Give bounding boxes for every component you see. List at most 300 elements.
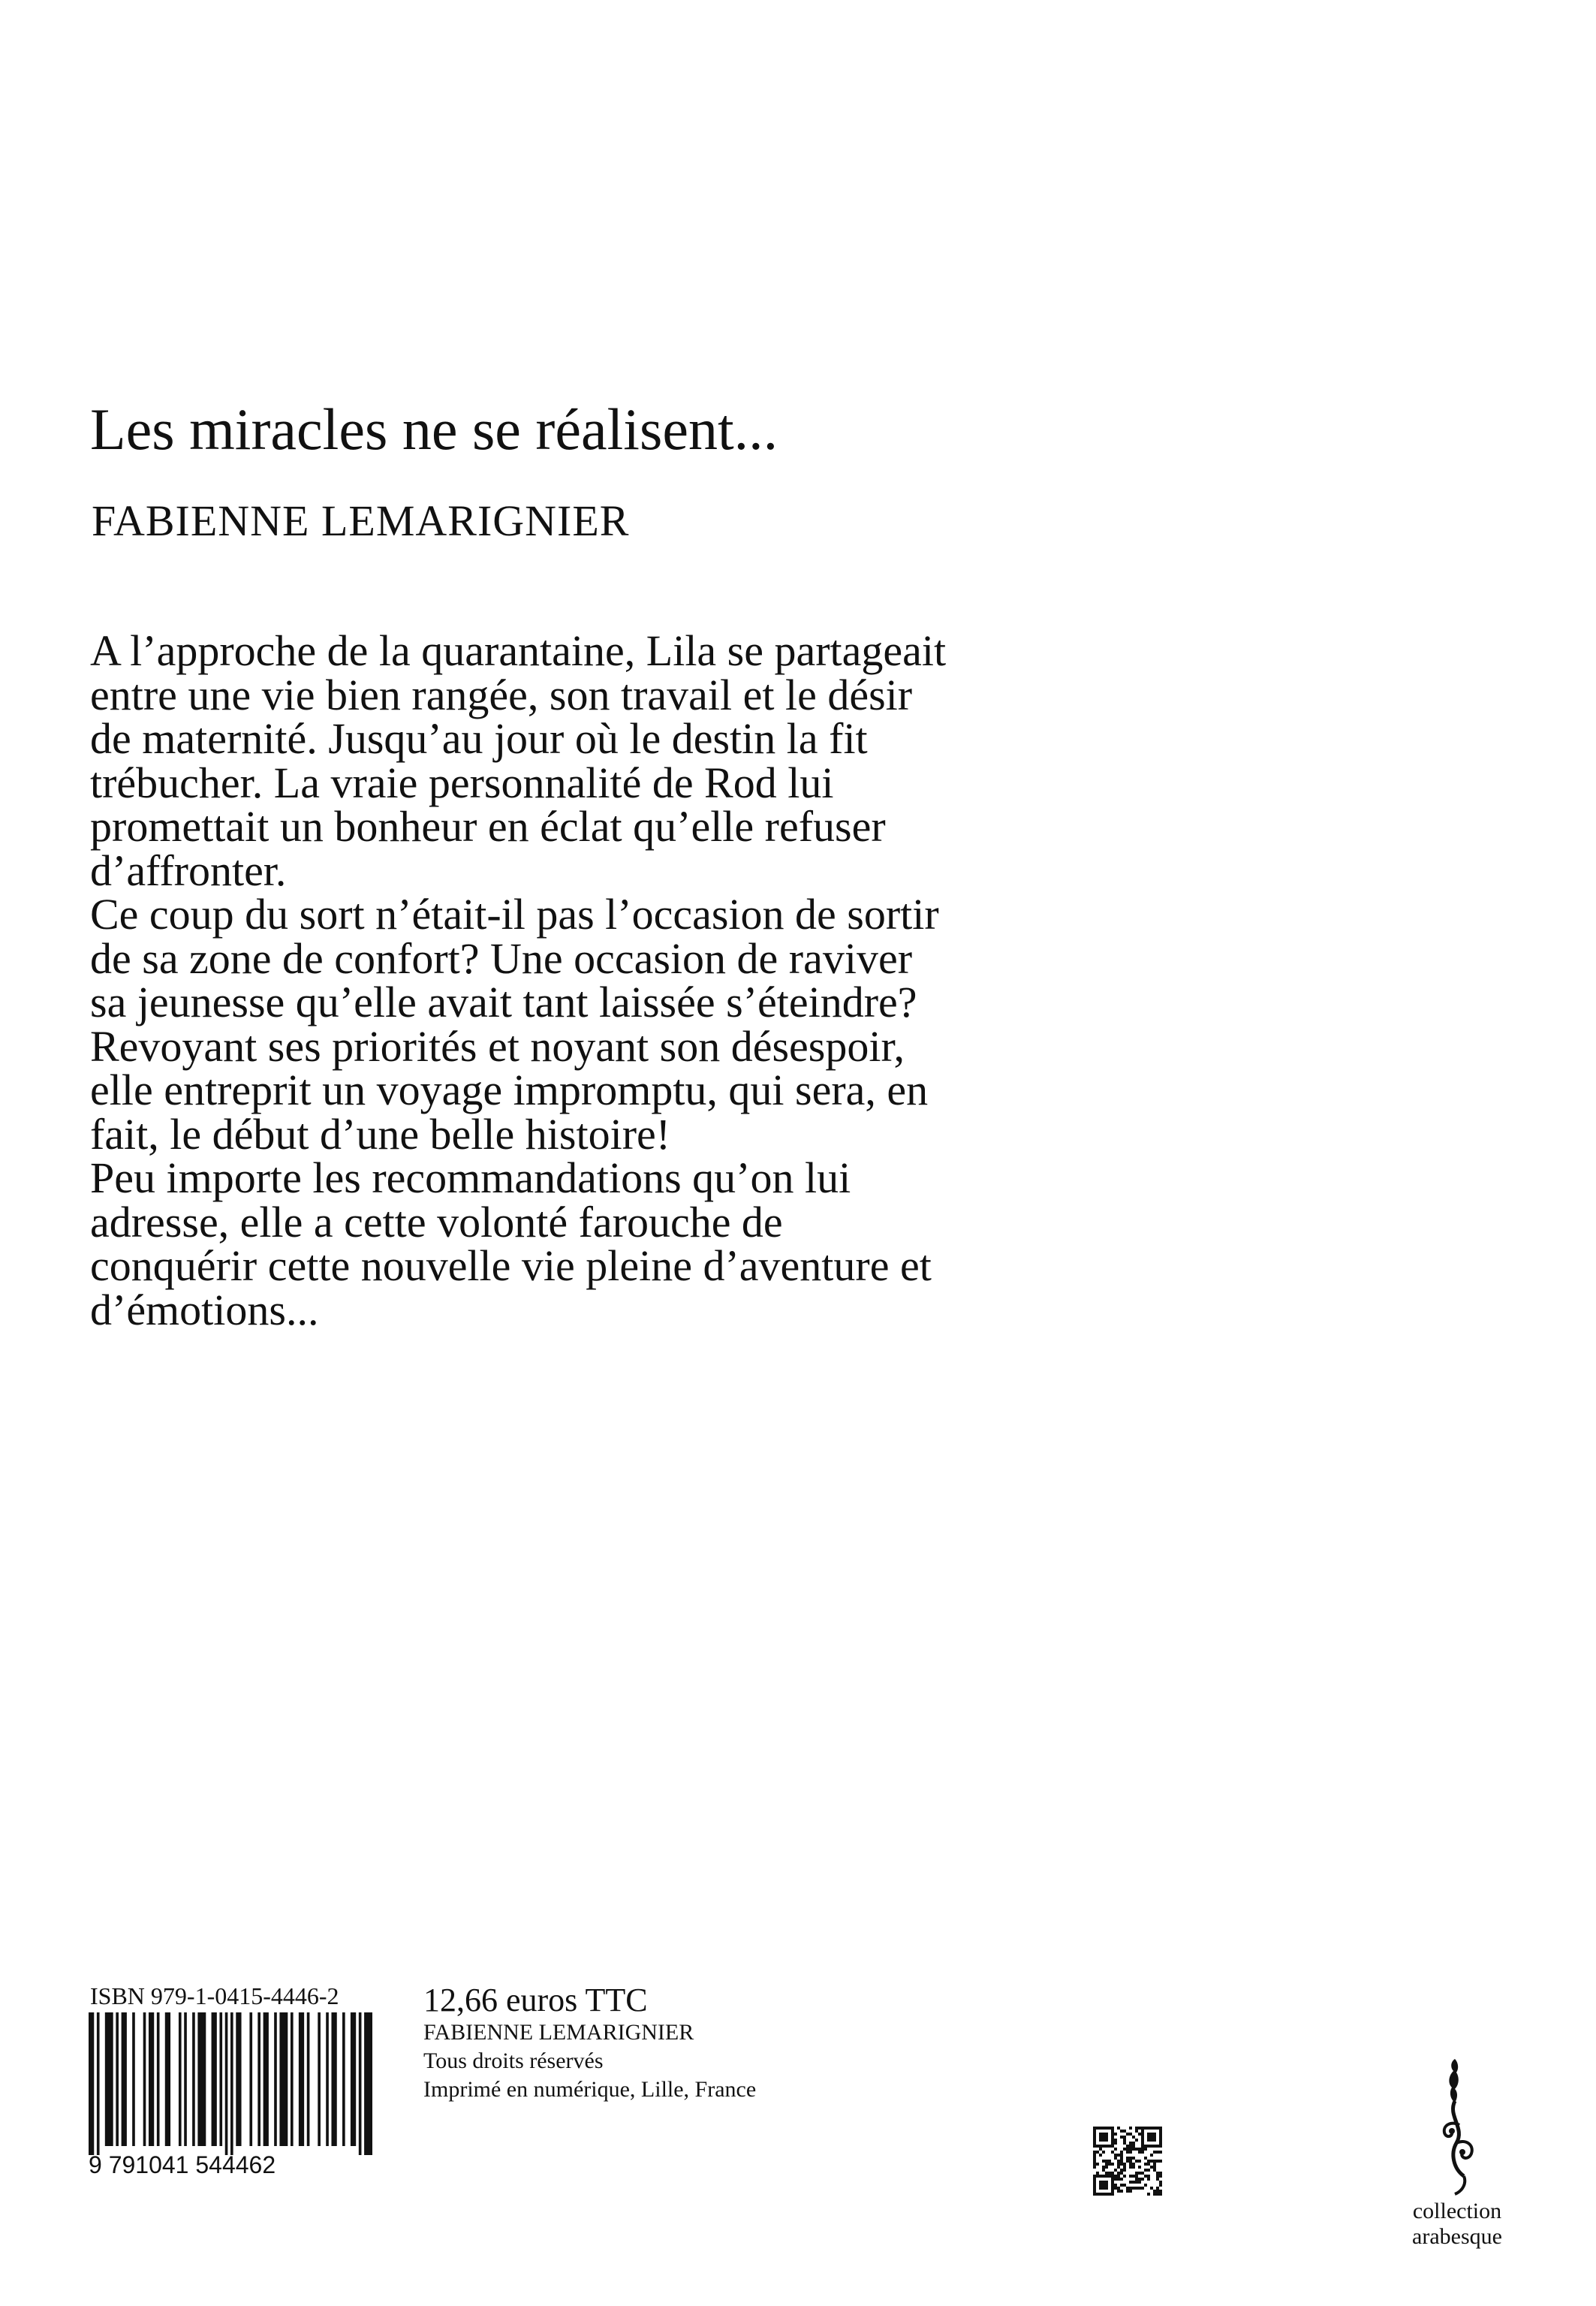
qr-module bbox=[1117, 2127, 1120, 2130]
qr-module bbox=[1099, 2175, 1102, 2178]
qr-module bbox=[1159, 2175, 1162, 2178]
qr-module bbox=[1099, 2193, 1102, 2196]
qr-module bbox=[1102, 2193, 1105, 2196]
qr-module bbox=[1093, 2178, 1096, 2181]
qr-module bbox=[1147, 2178, 1150, 2181]
qr-module bbox=[1141, 2148, 1144, 2151]
qr-module bbox=[1138, 2172, 1141, 2175]
qr-module bbox=[1159, 2190, 1162, 2193]
qr-module bbox=[1105, 2175, 1108, 2178]
blurb-line: Ce coup du sort n’était-il pas l’occasion de sortir bbox=[90, 890, 939, 939]
qr-module bbox=[1147, 2139, 1150, 2142]
qr-module bbox=[1135, 2148, 1138, 2151]
blurb-line: promettait un bonheur en éclat qu’elle refuser bbox=[90, 802, 886, 851]
qr-module bbox=[1138, 2127, 1141, 2130]
qr-module bbox=[1105, 2172, 1108, 2175]
qr-module bbox=[1159, 2151, 1162, 2154]
qr-module bbox=[1135, 2139, 1138, 2142]
qr-module bbox=[1141, 2172, 1144, 2175]
qr-module bbox=[1159, 2133, 1162, 2136]
qr-module bbox=[1096, 2175, 1099, 2178]
qr-module bbox=[1111, 2151, 1114, 2154]
qr-module bbox=[1132, 2166, 1135, 2169]
qr-module bbox=[1111, 2190, 1114, 2193]
qr-module bbox=[1150, 2133, 1153, 2136]
qr-module bbox=[1111, 2127, 1114, 2130]
qr-module bbox=[1117, 2172, 1120, 2175]
qr-module bbox=[1123, 2175, 1126, 2178]
qr-module bbox=[1111, 2133, 1114, 2136]
qr-module bbox=[1108, 2193, 1111, 2196]
qr-module bbox=[1144, 2127, 1147, 2130]
qr-module bbox=[1120, 2172, 1123, 2175]
qr-module bbox=[1141, 2187, 1144, 2190]
qr-module bbox=[1153, 2190, 1156, 2193]
collection-label: collection bbox=[1412, 2199, 1502, 2223]
qr-module bbox=[1129, 2145, 1132, 2148]
qr-module bbox=[1120, 2151, 1123, 2154]
blurb-line: Revoyant ses priorités et noyant son désespoir, bbox=[90, 1021, 905, 1071]
qr-module bbox=[1117, 2154, 1120, 2157]
qr-module bbox=[1099, 2148, 1102, 2151]
qr-module bbox=[1093, 2166, 1096, 2169]
barcode-bar bbox=[342, 2012, 345, 2146]
qr-module bbox=[1126, 2145, 1129, 2148]
barcode-bar bbox=[143, 2012, 146, 2146]
qr-module bbox=[1111, 2163, 1114, 2166]
qr-module bbox=[1150, 2160, 1153, 2163]
qr-module bbox=[1105, 2133, 1108, 2136]
barcode-bar bbox=[165, 2012, 170, 2146]
collection-name: arabesque bbox=[1412, 2224, 1502, 2249]
qr-module bbox=[1114, 2184, 1117, 2187]
qr-module bbox=[1129, 2133, 1132, 2136]
qr-module bbox=[1093, 2181, 1096, 2184]
arabesque-logo-icon bbox=[1425, 2056, 1485, 2197]
barcode-bar bbox=[331, 2012, 336, 2146]
barcode-bar bbox=[351, 2012, 356, 2146]
barcode-bar bbox=[157, 2012, 160, 2146]
qr-module bbox=[1108, 2145, 1111, 2148]
qr-module bbox=[1135, 2127, 1138, 2130]
qr-module bbox=[1147, 2160, 1150, 2163]
qr-module bbox=[1111, 2175, 1114, 2178]
qr-module bbox=[1111, 2142, 1114, 2145]
qr-module bbox=[1117, 2166, 1120, 2169]
qr-module bbox=[1099, 2184, 1102, 2187]
qr-module bbox=[1153, 2160, 1156, 2163]
qr-module bbox=[1138, 2133, 1141, 2136]
qr-module bbox=[1096, 2127, 1099, 2130]
qr-module bbox=[1114, 2187, 1117, 2190]
qr-module bbox=[1156, 2190, 1159, 2193]
qr-module bbox=[1102, 2181, 1105, 2184]
qr-module bbox=[1105, 2139, 1108, 2142]
barcode-bar bbox=[307, 2012, 310, 2146]
qr-module bbox=[1111, 2193, 1114, 2196]
qr-module bbox=[1159, 2136, 1162, 2139]
qr-module bbox=[1111, 2145, 1114, 2148]
barcode-bar bbox=[364, 2012, 372, 2155]
qr-module bbox=[1147, 2175, 1150, 2178]
qr-module bbox=[1159, 2139, 1162, 2142]
qr-module bbox=[1102, 2133, 1105, 2136]
qr-module bbox=[1102, 2184, 1105, 2187]
qr-module bbox=[1129, 2166, 1132, 2169]
barcode-bar bbox=[225, 2012, 228, 2155]
qr-module bbox=[1093, 2130, 1096, 2133]
qr-module bbox=[1129, 2151, 1132, 2154]
barcode-bar bbox=[263, 2012, 269, 2146]
qr-module bbox=[1096, 2151, 1099, 2154]
collection-mark bbox=[1386, 2199, 1528, 2250]
qr-module bbox=[1126, 2157, 1129, 2160]
qr-module bbox=[1153, 2136, 1156, 2139]
qr-module bbox=[1147, 2193, 1150, 2196]
qr-module bbox=[1147, 2169, 1150, 2172]
qr-module bbox=[1135, 2181, 1138, 2184]
barcode-bar bbox=[274, 2012, 277, 2146]
qr-module bbox=[1132, 2175, 1135, 2178]
qr-module bbox=[1117, 2160, 1120, 2163]
qr-module bbox=[1114, 2139, 1117, 2142]
qr-module bbox=[1099, 2133, 1102, 2136]
qr-module bbox=[1147, 2133, 1150, 2136]
qr-module bbox=[1153, 2166, 1156, 2169]
qr-module bbox=[1129, 2127, 1132, 2130]
qr-module bbox=[1135, 2172, 1138, 2175]
qr-module bbox=[1096, 2193, 1099, 2196]
barcode-bar bbox=[279, 2012, 288, 2146]
qr-module bbox=[1102, 2169, 1105, 2172]
qr-module bbox=[1108, 2175, 1111, 2178]
qr-module bbox=[1153, 2145, 1156, 2148]
qr-module bbox=[1123, 2136, 1126, 2139]
barcode-bar bbox=[212, 2012, 217, 2146]
qr-module bbox=[1108, 2127, 1111, 2130]
blurb-line: conquérir cette nouvelle vie pleine d’aventure et bbox=[90, 1241, 932, 1290]
qr-module bbox=[1120, 2163, 1123, 2166]
qr-module bbox=[1156, 2193, 1159, 2196]
qr-module bbox=[1141, 2142, 1144, 2145]
qr-module bbox=[1138, 2148, 1141, 2151]
qr-module bbox=[1096, 2172, 1099, 2175]
qr-module bbox=[1120, 2184, 1123, 2187]
qr-module bbox=[1123, 2148, 1126, 2151]
qr-module bbox=[1135, 2178, 1138, 2181]
publisher-author: FABIENNE LEMARIGNIER bbox=[423, 2020, 694, 2045]
qr-module bbox=[1093, 2193, 1096, 2196]
qr-module bbox=[1129, 2190, 1132, 2193]
qr-module bbox=[1117, 2163, 1120, 2166]
qr-module bbox=[1141, 2133, 1144, 2136]
qr-module bbox=[1132, 2163, 1135, 2166]
qr-module bbox=[1111, 2187, 1114, 2190]
qr-module bbox=[1129, 2163, 1132, 2166]
qr-module bbox=[1120, 2136, 1123, 2139]
qr-module bbox=[1129, 2160, 1132, 2163]
qr-module bbox=[1129, 2175, 1132, 2178]
qr-module bbox=[1153, 2151, 1156, 2154]
qr-module bbox=[1111, 2130, 1114, 2133]
qr-module bbox=[1135, 2187, 1138, 2190]
barcode-bar bbox=[236, 2012, 241, 2146]
qr-module bbox=[1093, 2163, 1096, 2166]
qr-module bbox=[1150, 2136, 1153, 2139]
qr-module bbox=[1093, 2142, 1096, 2145]
barcode-bar bbox=[249, 2012, 252, 2146]
qr-module bbox=[1102, 2127, 1105, 2130]
qr-module bbox=[1117, 2178, 1120, 2181]
qr-module bbox=[1138, 2187, 1141, 2190]
qr-module bbox=[1153, 2139, 1156, 2142]
qr-module bbox=[1102, 2187, 1105, 2190]
qr-module bbox=[1132, 2157, 1135, 2160]
qr-module bbox=[1093, 2157, 1096, 2160]
qr-module bbox=[1150, 2154, 1153, 2157]
qr-module bbox=[1156, 2187, 1159, 2190]
qr-module bbox=[1099, 2145, 1102, 2148]
blurb-line: trébucher. La vraie personnalité de Rod lui bbox=[90, 758, 834, 807]
barcode-bar bbox=[184, 2012, 187, 2146]
qr-module bbox=[1105, 2181, 1108, 2184]
qr-module bbox=[1141, 2130, 1144, 2133]
qr-module bbox=[1093, 2145, 1096, 2148]
qr-module bbox=[1147, 2145, 1150, 2148]
qr-module bbox=[1159, 2145, 1162, 2148]
qr-module bbox=[1105, 2163, 1108, 2166]
qr-module bbox=[1156, 2160, 1159, 2163]
rights-notice: Tous droits réservés bbox=[423, 2048, 604, 2073]
qr-module bbox=[1102, 2166, 1105, 2169]
qr-module bbox=[1144, 2169, 1147, 2172]
blurb-line: de sa zone de confort? Une occasion de raviver bbox=[90, 933, 913, 983]
qr-module bbox=[1120, 2169, 1123, 2172]
back-cover-blurb bbox=[90, 626, 1261, 1334]
qr-module bbox=[1129, 2157, 1132, 2160]
barcode-bar bbox=[122, 2012, 127, 2146]
blurb-line: A l’approche de la quarantaine, Lila se partageait bbox=[90, 626, 947, 675]
qr-module bbox=[1105, 2166, 1108, 2169]
qr-module bbox=[1153, 2163, 1156, 2166]
qr-module bbox=[1093, 2154, 1096, 2157]
qr-module bbox=[1153, 2127, 1156, 2130]
qr-module bbox=[1150, 2145, 1153, 2148]
qr-module bbox=[1141, 2151, 1144, 2154]
barcode-bar bbox=[179, 2012, 182, 2146]
qr-module bbox=[1114, 2175, 1117, 2178]
barcode-bar bbox=[299, 2012, 304, 2146]
qr-module bbox=[1141, 2178, 1144, 2181]
qr-module bbox=[1126, 2133, 1129, 2136]
qr-module bbox=[1159, 2127, 1162, 2130]
qr-module bbox=[1132, 2181, 1135, 2184]
qr-module bbox=[1126, 2190, 1129, 2193]
qr-module bbox=[1144, 2184, 1147, 2187]
qr-module bbox=[1132, 2187, 1135, 2190]
qr-module bbox=[1111, 2181, 1114, 2184]
qr-module bbox=[1126, 2148, 1129, 2151]
price: 12,66 euros TTC bbox=[423, 1982, 648, 2018]
qr-module bbox=[1120, 2157, 1123, 2160]
blurb-line: fait, le début d’une belle histoire! bbox=[90, 1109, 671, 1159]
qr-module bbox=[1120, 2178, 1123, 2181]
blurb-line: adresse, elle a cette volonté farouche de bbox=[90, 1197, 783, 1246]
qr-module bbox=[1129, 2181, 1132, 2184]
qr-module bbox=[1132, 2148, 1135, 2151]
qr-module bbox=[1114, 2142, 1117, 2145]
barcode-bar bbox=[326, 2012, 329, 2146]
qr-module bbox=[1105, 2136, 1108, 2139]
qr-module bbox=[1159, 2172, 1162, 2175]
qr-module bbox=[1150, 2166, 1153, 2169]
qr-module bbox=[1105, 2193, 1108, 2196]
qr-module bbox=[1120, 2130, 1123, 2133]
qr-module bbox=[1135, 2130, 1138, 2133]
qr-module bbox=[1102, 2145, 1105, 2148]
qr-module bbox=[1123, 2169, 1126, 2172]
barcode-digits: 9 791041 544462 bbox=[89, 2151, 276, 2178]
qr-module bbox=[1126, 2187, 1129, 2190]
qr-module bbox=[1102, 2160, 1105, 2163]
qr-module bbox=[1120, 2190, 1123, 2193]
qr-module bbox=[1093, 2151, 1096, 2154]
qr-module bbox=[1141, 2127, 1144, 2130]
qr-module bbox=[1123, 2130, 1126, 2133]
qr-module bbox=[1102, 2151, 1105, 2154]
qr-module bbox=[1126, 2160, 1129, 2163]
qr-module bbox=[1138, 2178, 1141, 2181]
qr-module bbox=[1123, 2139, 1126, 2142]
qr-module bbox=[1144, 2175, 1147, 2178]
qr-module bbox=[1126, 2151, 1129, 2154]
qr-module bbox=[1111, 2172, 1114, 2175]
qr-module bbox=[1159, 2160, 1162, 2163]
qr-module bbox=[1156, 2127, 1159, 2130]
qr-module bbox=[1144, 2163, 1147, 2166]
qr-module bbox=[1093, 2184, 1096, 2187]
qr-module bbox=[1141, 2139, 1144, 2142]
qr-module bbox=[1099, 2154, 1102, 2157]
qr-module bbox=[1159, 2130, 1162, 2133]
qr-module bbox=[1093, 2136, 1096, 2139]
barcode-bar bbox=[291, 2012, 294, 2146]
qr-module bbox=[1123, 2142, 1126, 2145]
qr-module bbox=[1147, 2163, 1150, 2166]
barcode-bar bbox=[230, 2012, 233, 2155]
qr-module bbox=[1159, 2193, 1162, 2196]
blurb-line: sa jeunesse qu’elle avait tant laissée s’éteindre? bbox=[90, 978, 917, 1026]
qr-module bbox=[1120, 2160, 1123, 2163]
barcode-bar bbox=[257, 2012, 260, 2146]
qr-code-icon[interactable] bbox=[1093, 2127, 1162, 2196]
qr-module bbox=[1129, 2148, 1132, 2151]
qr-module bbox=[1144, 2145, 1147, 2148]
qr-module bbox=[1144, 2157, 1147, 2160]
qr-module bbox=[1114, 2169, 1117, 2172]
blurb-line: d’émotions... bbox=[90, 1285, 319, 1334]
qr-module bbox=[1114, 2133, 1117, 2136]
blurb-line: elle entreprit un voyage impromptu, qui sera, en bbox=[90, 1066, 929, 1114]
qr-module bbox=[1138, 2181, 1141, 2184]
printing-notice: Imprimé en numérique, Lille, France bbox=[423, 2077, 757, 2102]
blurb-line: de maternité. Jusqu’au jour où le destin la fit bbox=[90, 714, 868, 763]
qr-module bbox=[1132, 2145, 1135, 2148]
qr-module bbox=[1108, 2160, 1111, 2163]
barcode-bar bbox=[149, 2012, 154, 2146]
qr-module bbox=[1135, 2160, 1138, 2163]
qr-module bbox=[1138, 2160, 1141, 2163]
qr-module bbox=[1153, 2193, 1156, 2196]
blurb-line: Peu importe les recommandations qu’on lui bbox=[90, 1153, 851, 1202]
isbn-barcode bbox=[89, 2012, 372, 2155]
isbn-label: ISBN 979-1-0415-4446-2 bbox=[90, 1982, 339, 2009]
qr-module bbox=[1138, 2151, 1141, 2154]
qr-module bbox=[1123, 2163, 1126, 2166]
barcode-bar bbox=[97, 2012, 100, 2155]
book-title: Les miracles ne se réalisent... bbox=[90, 396, 778, 462]
qr-module bbox=[1144, 2148, 1147, 2151]
qr-module bbox=[1096, 2145, 1099, 2148]
qr-module bbox=[1105, 2160, 1108, 2163]
qr-module bbox=[1150, 2127, 1153, 2130]
qr-module bbox=[1147, 2127, 1150, 2130]
qr-module bbox=[1156, 2151, 1159, 2154]
qr-module bbox=[1105, 2184, 1108, 2187]
qr-module bbox=[1099, 2139, 1102, 2142]
qr-module bbox=[1150, 2187, 1153, 2190]
qr-module bbox=[1102, 2175, 1105, 2178]
qr-module bbox=[1108, 2172, 1111, 2175]
publication-info bbox=[423, 1982, 756, 2104]
qr-module bbox=[1093, 2139, 1096, 2142]
qr-module bbox=[1105, 2127, 1108, 2130]
qr-module bbox=[1099, 2136, 1102, 2139]
qr-module bbox=[1153, 2133, 1156, 2136]
qr-module bbox=[1147, 2136, 1150, 2139]
qr-module bbox=[1132, 2136, 1135, 2139]
qr-module bbox=[1099, 2187, 1102, 2190]
barcode-bar bbox=[192, 2012, 195, 2146]
blurb-line: d’affronter. bbox=[90, 846, 287, 895]
qr-module bbox=[1093, 2127, 1096, 2130]
qr-module bbox=[1132, 2142, 1135, 2145]
qr-module bbox=[1141, 2136, 1144, 2139]
qr-module bbox=[1123, 2166, 1126, 2169]
qr-module bbox=[1159, 2184, 1162, 2187]
qr-module bbox=[1141, 2145, 1144, 2148]
qr-module bbox=[1111, 2184, 1114, 2187]
qr-module bbox=[1138, 2166, 1141, 2169]
qr-module bbox=[1120, 2154, 1123, 2157]
barcode-bar bbox=[219, 2012, 222, 2146]
qr-module bbox=[1102, 2139, 1105, 2142]
qr-module bbox=[1117, 2187, 1120, 2190]
qr-module bbox=[1093, 2175, 1096, 2178]
qr-module bbox=[1117, 2175, 1120, 2178]
barcode-bar bbox=[132, 2012, 135, 2146]
qr-module bbox=[1105, 2187, 1108, 2190]
barcode-bar bbox=[318, 2012, 321, 2146]
barcode-bar bbox=[197, 2012, 206, 2146]
barcode-bar bbox=[89, 2012, 94, 2155]
qr-module bbox=[1153, 2169, 1156, 2172]
qr-module bbox=[1111, 2178, 1114, 2181]
qr-module bbox=[1159, 2181, 1162, 2184]
qr-module bbox=[1093, 2190, 1096, 2193]
book-author: FABIENNE LEMARIGNIER bbox=[92, 496, 630, 545]
barcode-bar bbox=[359, 2012, 362, 2155]
